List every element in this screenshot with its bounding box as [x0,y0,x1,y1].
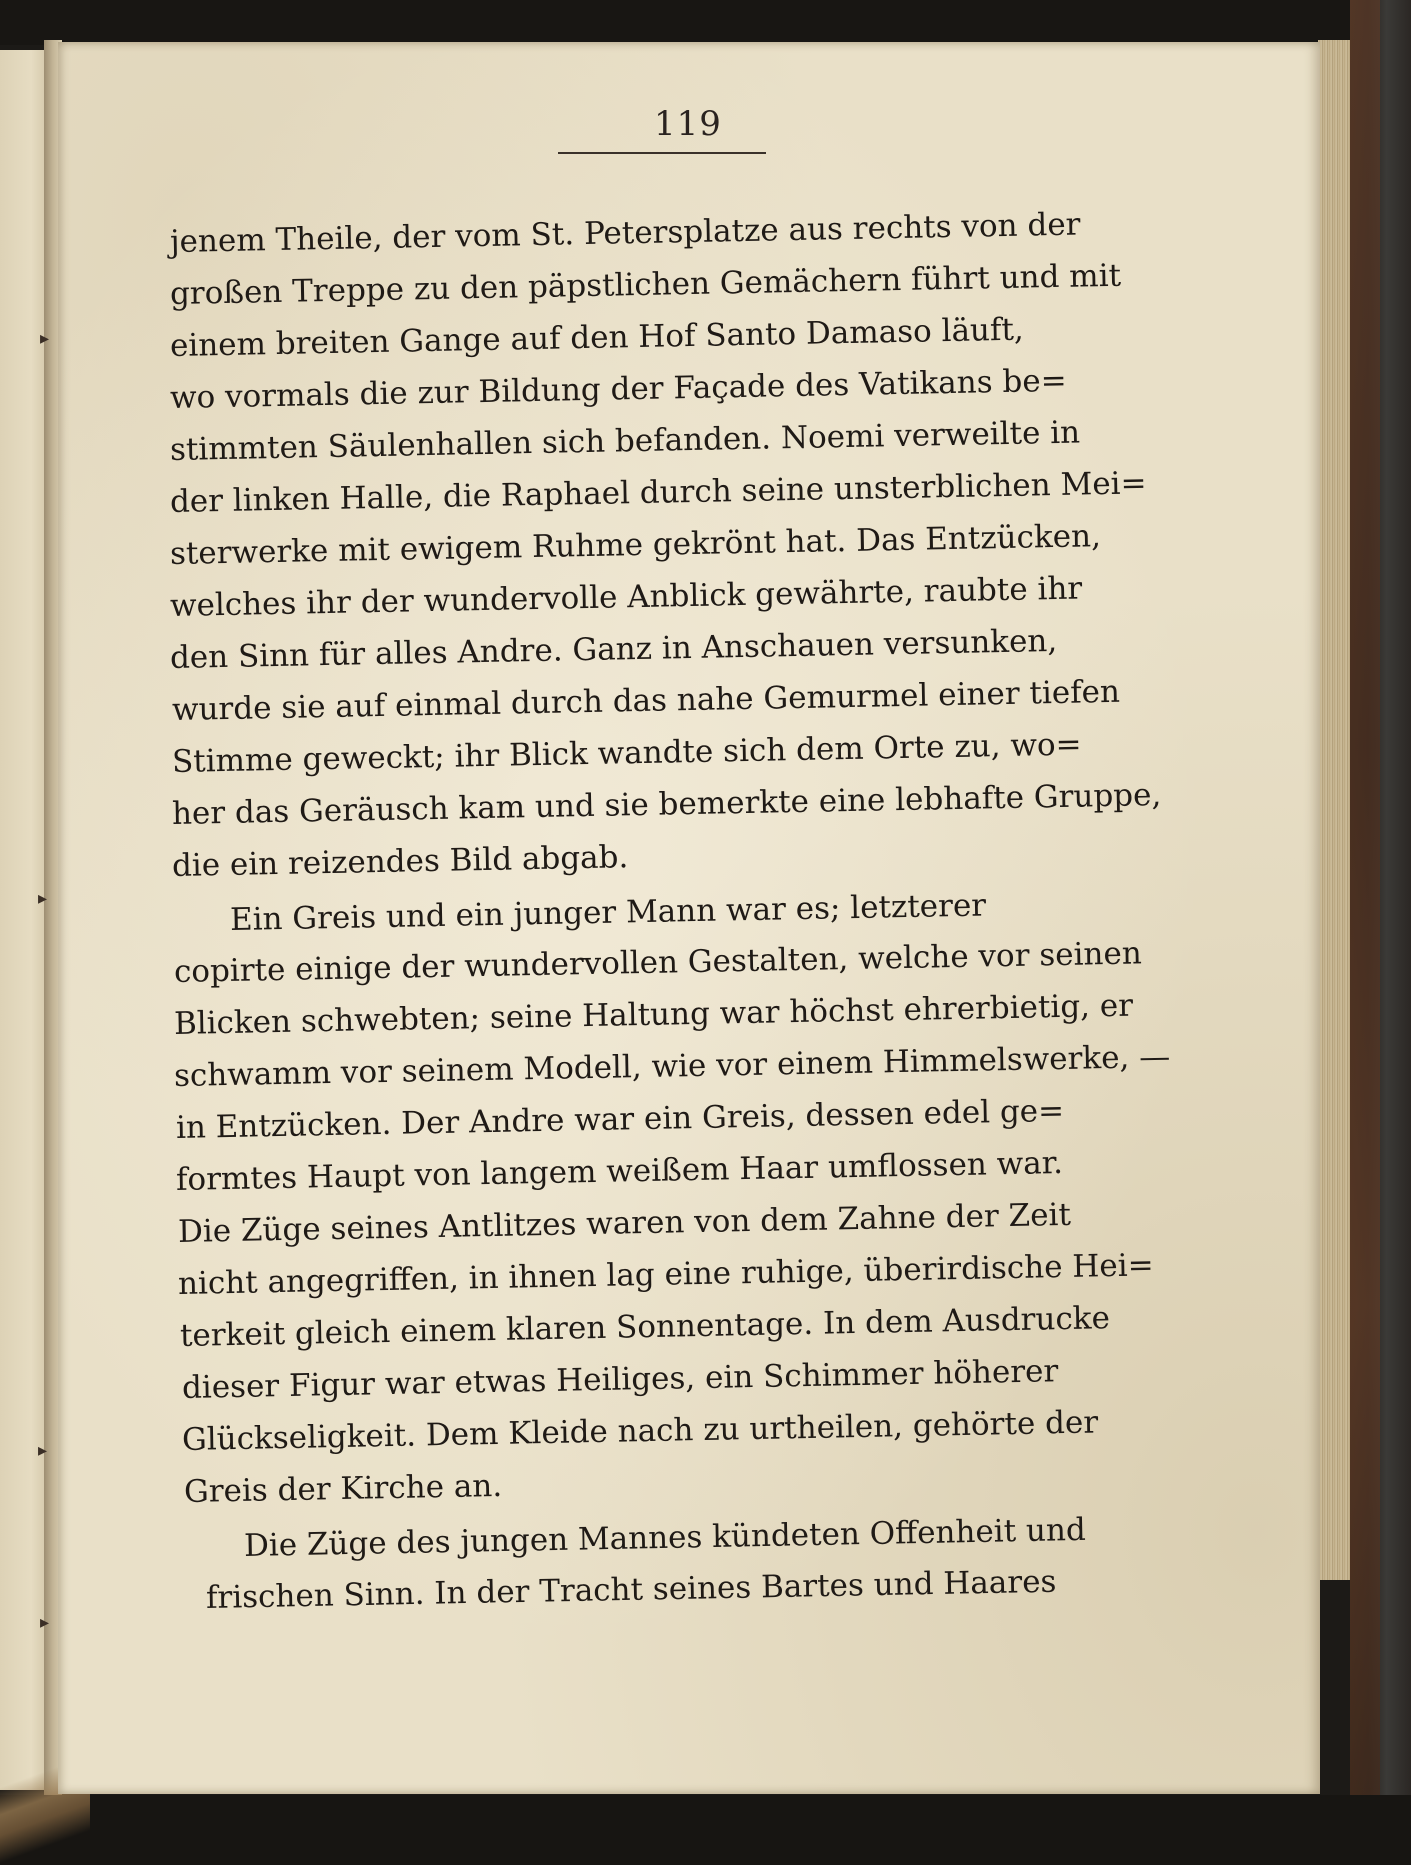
margin-arrow-icon: ▸ [40,1612,50,1633]
text-line: schwamm vor seinem Modell, wie vor einem Himmelswerke, — [173,1038,1171,1094]
text-line: her das Geräusch kam und sie bemerkte eine lebhafte Gruppe, [171,777,1162,832]
margin-arrow-icon: ▸ [38,888,48,909]
text-line: wurde sie auf einmal durch das nahe Gemurmel einer tiefen [171,673,1121,728]
text-line: Blicken schwebten; seine Haltung war höchst ehrerbietig, er [173,987,1134,1042]
scan-background-top [0,0,1411,45]
page-number: 119 [654,104,722,144]
text-line: die ein reizendes Bild abgab. [171,839,629,884]
text-line: welches ihr der wundervolle Anblick gewährte, raubte ihr [169,570,1083,624]
book-page [58,42,1320,1794]
text-line: copirte einige der wundervollen Gestalten, welche vor seinen [173,935,1143,990]
header-rule [558,152,766,154]
text-line: einem breiten Gange auf den Hof Santo Damaso läuft, [169,311,1025,364]
text-line: wo vormals die zur Bildung der Façade des Vatikans be= [169,362,1067,416]
text-line: jenem Theile, der vom St. Petersplatze aus rechts von der [169,206,1081,260]
text-line: der linken Halle, die Raphael durch seine unsterblichen Mei= [169,465,1147,520]
text-line: sterwerke mit ewigem Ruhme gekrönt hat. Das Entzücken, [169,518,1102,572]
text-line: Die Züge des jungen Mannes kündeten Offenheit und [243,1511,1087,1564]
margin-arrow-icon: ▸ [40,328,50,349]
text-line: terkeit gleich einem klaren Sonnentage. In dem Ausdrucke [179,1300,1111,1354]
text-line: großen Treppe zu den päpstlichen Gemächern führt und mit [169,257,1122,312]
text-line: formtes Haupt von langem weißem Haar umflossen war. [175,1144,1064,1198]
text-line: den Sinn für alles Andre. Ganz in Anschauen versunken, [169,622,1058,676]
text-line: Stimme geweckt; ihr Blick wandte sich dem Orte zu, wo= [171,726,1082,780]
text-line: Ein Greis und ein junger Mann war es; letzterer [229,887,987,938]
text-line: Greis der Kirche an. [183,1467,503,1510]
scan-background-bottom [0,1795,1411,1865]
margin-arrow-icon: ▸ [38,1440,48,1461]
text-line: dieser Figur war etwas Heiliges, ein Schimmer höherer [181,1353,1059,1406]
text-line: frischen Sinn. In der Tracht seines Bartes und Haares [205,1563,1057,1616]
text-line: Die Züge seines Antlitzes waren von dem Zahne der Zeit [177,1196,1072,1250]
text-line: Glückseligkeit. Dem Kleide nach zu urtheilen, gehörte der [181,1404,1099,1458]
book-cover-edge [1350,0,1411,1865]
text-line: stimmten Säulenhallen sich befanden. Noemi verweilte in [169,414,1081,468]
text-line: in Entzücken. Der Andre war ein Greis, dessen edel ge= [175,1092,1065,1146]
text-line: nicht angegriffen, in ihnen lag eine ruhige, überirdische Hei= [177,1247,1154,1302]
